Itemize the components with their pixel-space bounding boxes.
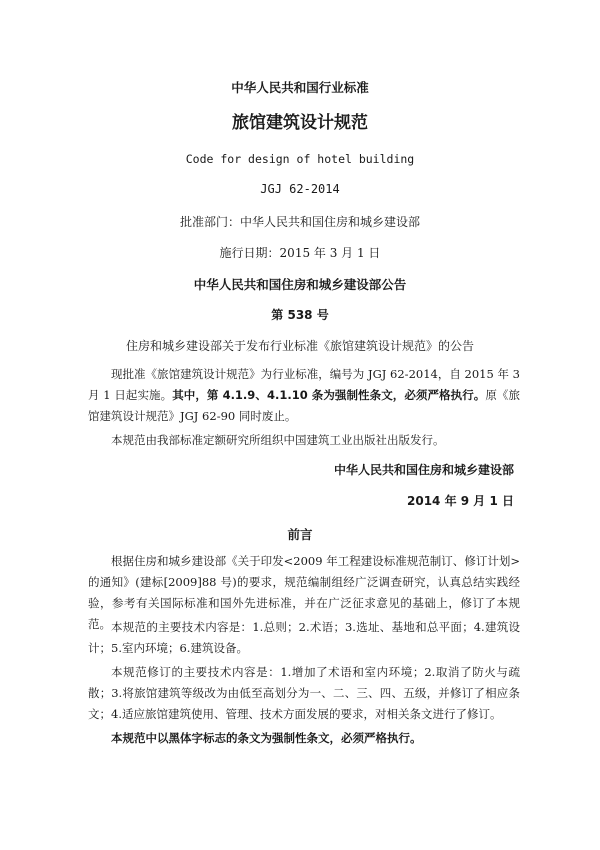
- foreword-heading: 前言: [287, 527, 313, 542]
- announcement-paragraph-1: [88, 364, 520, 427]
- foreword-paragraph-3: 本规范修订的主要技术内容是：1.增加了术语和室内环境；2.取消了防火与疏散；3.将旅馆建筑等级改为由低至高划分为一、二、三、四、五级，并修订了相应条文；4.适应旅馆建筑使用、管理、技术方面发展的要求，对相关条文进行了修订。: [88, 665, 520, 721]
- approval-department: 批准部门：中华人民共和国住房和城乡建设部: [179, 215, 420, 229]
- announcement-heading: 中华人民共和国住房和城乡建设部公告: [193, 277, 407, 292]
- foreword-paragraph-1: 根据住房和城乡建设部《关于印发<2009 年工程建设标准规范制订、修订计划>的通知》(建标[2009]88 号)的要求，规范编制组经广泛调查研究，认真总结实践经验，参考有关国际标准和国外先进标准，并在广泛征求意见的基础上，修订了本规范。: [88, 554, 520, 631]
- english-title: Code for design of hotel building: [185, 152, 415, 166]
- announcement-paragraph-1-part-a: 现批准《旅馆建筑设计规范》为行业标准，编号为 JGJ 62-2014，自 2015 年 3 月 1 日起实施。: [88, 367, 520, 402]
- effective-date: 施行日期：2015 年 3 月 1 日: [219, 246, 381, 260]
- document-title: 旅馆建筑设计规范: [232, 113, 368, 133]
- announcement-subject: 住房和城乡建设部关于发布行业标准《旅馆建筑设计规范》的公告: [125, 339, 474, 353]
- foreword-paragraph-4: 本规范中以黑体字标志的条文为强制性条文，必须严格执行。: [111, 731, 422, 745]
- mandatory-clause-text: 其中，第 4.1.9、4.1.10 条为强制性条文，必须严格执行。: [172, 388, 486, 402]
- announcement-paragraph-2: 本规范由我部标准定额研究所组织中国建筑工业出版社出版发行。: [111, 433, 445, 447]
- signer: 中华人民共和国住房和城乡建设部: [333, 463, 514, 477]
- announcement-number: 第 538 号: [271, 308, 329, 322]
- foreword-paragraph-2: 本规范的主要技术内容是：1.总则；2.术语；3.选址、基地和总平面；4.建筑设计；5.室内环境；6.建筑设备。: [88, 620, 520, 655]
- announcement-paragraph-1-part-c: 原《旅馆建筑设计规范》JGJ 62-90 同时废止。: [88, 388, 520, 423]
- standard-code: JGJ 62-2014: [260, 182, 340, 196]
- sign-date: 2014 年 9 月 1 日: [407, 494, 514, 508]
- standard-type: 中华人民共和国行业标准: [231, 80, 369, 95]
